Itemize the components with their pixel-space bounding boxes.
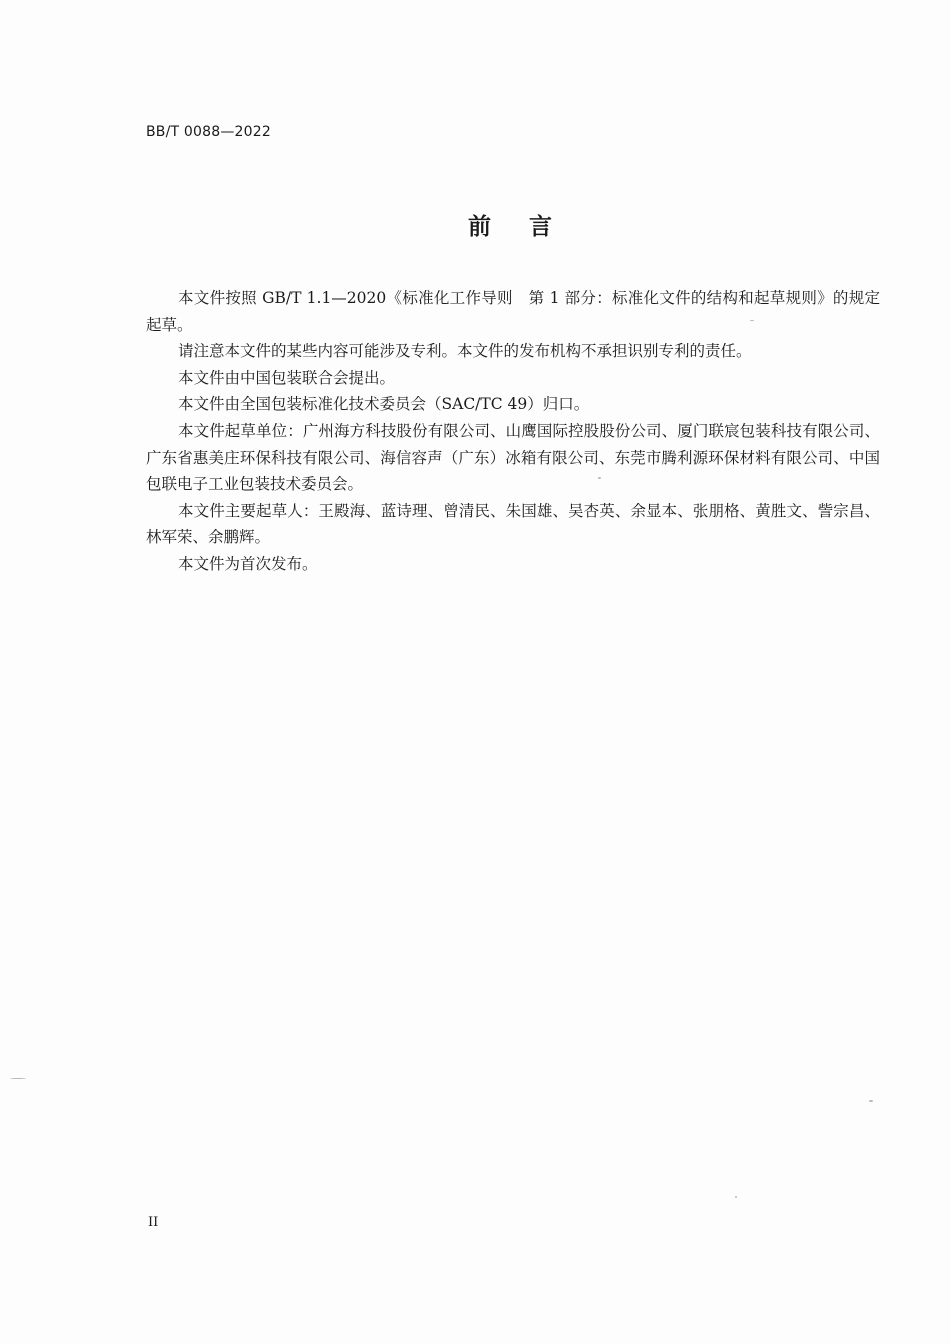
paragraph-drafters: 本文件主要起草人：王殿海、蓝诗理、曾清民、朱国雄、吴杏英、余显本、张朋格、黄胜文、訾宗昌、林军荣、余鹏辉。 bbox=[146, 501, 880, 547]
scan-speck bbox=[10, 1078, 26, 1079]
scan-speck bbox=[750, 320, 754, 321]
paragraph-committee: 本文件由全国包装标准化技术委员会（SAC/TC 49）归口。 bbox=[178, 395, 590, 414]
section-title bbox=[0, 208, 950, 241]
page-number: II bbox=[148, 1215, 159, 1230]
paragraph-patent-notice: 请注意本文件的某些内容可能涉及专利。本文件的发布机构不承担识别专利的责任。 bbox=[178, 342, 752, 361]
paragraph-proposer: 本文件由中国包装联合会提出。 bbox=[178, 368, 396, 387]
standard-code: BB/T 0088—2022 bbox=[146, 124, 271, 140]
title-char-1: 前 bbox=[468, 214, 491, 240]
paragraph-drafting-rules: 本文件按照 GB/T 1.1—2020《标准化工作导则 第 1 部分：标准化文件的结构和起草规则》的规定起草。 bbox=[146, 289, 880, 334]
paragraph-first-release: 本文件为首次发布。 bbox=[178, 554, 318, 573]
title-char-2: 言 bbox=[529, 214, 552, 240]
scan-speck bbox=[598, 477, 601, 479]
scan-speck bbox=[735, 1196, 737, 1198]
paragraph-drafting-units: 本文件起草单位：广州海方科技股份有限公司、山鹰国际控股股份公司、厦门联宸包装科技有限公司、广东省惠美庄环保科技有限公司、海信容声（广东）冰箱有限公司、东莞市腾利源环保材料有限公司、中国包联电子工业包装技术委员会。 bbox=[146, 421, 880, 494]
foreword-body bbox=[146, 285, 880, 578]
scan-speck bbox=[869, 1100, 873, 1102]
